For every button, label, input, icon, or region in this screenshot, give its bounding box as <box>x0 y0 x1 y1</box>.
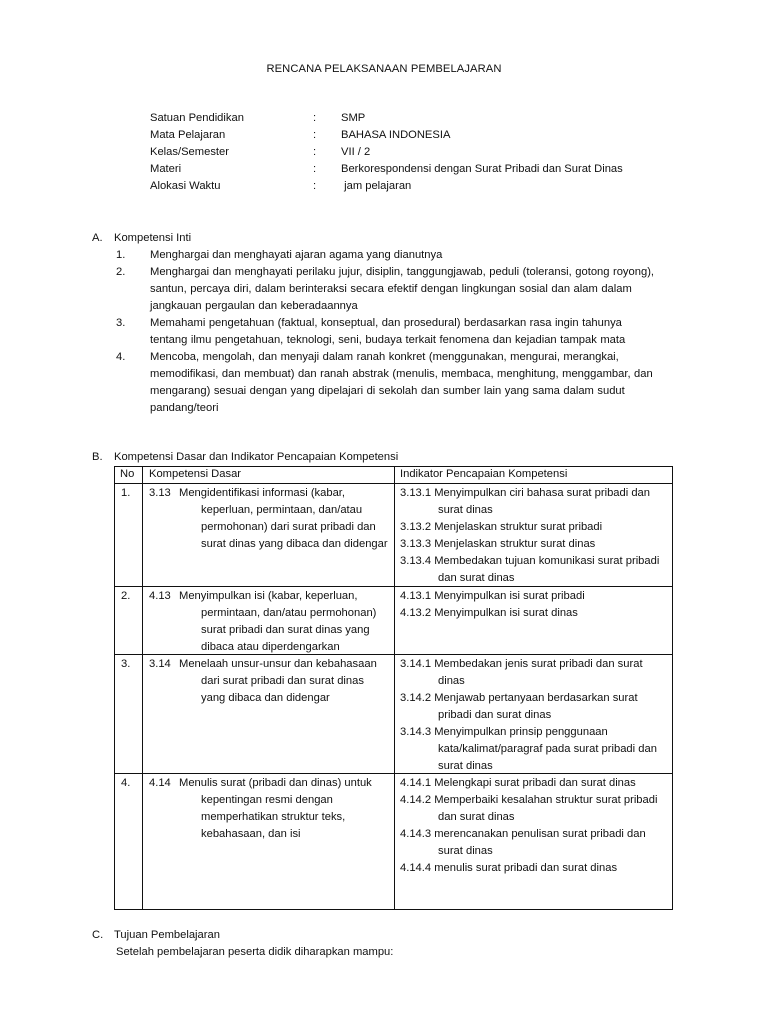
kd-cell <box>149 775 389 843</box>
list-text: Menghargai dan menghayati ajaran agama yang dianutnya <box>150 249 443 261</box>
info-colon: : <box>313 180 317 192</box>
indikator-item <box>400 775 670 792</box>
info-colon: : <box>313 129 317 141</box>
indikator-item <box>400 536 670 553</box>
indikator-code: 4.13.1 <box>400 590 432 602</box>
list-item <box>116 315 656 349</box>
indikator-item <box>400 553 670 587</box>
kd-cell <box>149 588 389 656</box>
section-letter: C. <box>92 929 104 941</box>
list-number: 4. <box>116 351 126 363</box>
indikator-code: 3.14.1 <box>400 658 432 670</box>
table-row-no: 1. <box>121 487 131 499</box>
indikator-code: 3.13.4 <box>400 555 432 567</box>
indikator-text: Memperbaiki kesalahan struktur surat pribadi dan surat dinas <box>434 794 658 823</box>
indikator-text: Menjawab pertanyaan berdasarkan surat pribadi dan surat dinas <box>434 692 638 721</box>
info-label: Kelas/Semester <box>150 146 229 158</box>
table-header-no: No <box>120 468 135 480</box>
list-number: 3. <box>116 317 126 329</box>
indikator-text: Menyimpulkan prinsip penggunaan kata/kalimat/paragraf pada surat pribadi dan surat dinas <box>434 726 657 772</box>
indikator-item <box>400 588 670 605</box>
info-colon: : <box>313 146 317 158</box>
table-row-no: 4. <box>121 777 131 789</box>
indikator-code: 4.13.2 <box>400 607 432 619</box>
indikator-cell <box>400 656 670 775</box>
kd-indikator-table <box>114 466 673 910</box>
kd-code: 3.14 <box>149 658 171 670</box>
info-row-mapel <box>150 127 623 144</box>
kd-text: Menulis surat (pribadi dan dinas) untuk kepentingan resmi dengan memperhatikan struktur teks, kebahasaan, dan isi <box>179 777 372 840</box>
indikator-text: Menyimpulkan isi surat dinas <box>434 607 578 619</box>
info-value: BAHASA INDONESIA <box>341 129 451 141</box>
info-label: Alokasi Waktu <box>150 180 221 192</box>
info-value: VII / 2 <box>341 146 371 158</box>
list-item <box>116 264 656 315</box>
info-row-materi <box>150 161 623 178</box>
kd-text: Menelaah unsur-unsur dan kebahasaan dari surat pribadi dan surat dinas yang dibaca dan didengar <box>179 658 377 704</box>
indikator-item <box>400 860 670 877</box>
indikator-text: merencanakan penulisan surat pribadi dan surat dinas <box>434 828 646 857</box>
section-title: Kompetensi Inti <box>114 232 192 244</box>
table-border <box>394 466 395 910</box>
info-label: Materi <box>150 163 182 175</box>
info-colon: : <box>313 112 317 124</box>
kd-code: 4.14 <box>149 777 171 789</box>
kd-text: Mengidentifikasi informasi (kabar, keperluan, permintaan, dan/atau permohonan) dari surat pribadi dan surat dinas yang dibaca dan didengar <box>179 487 388 550</box>
kd-cell <box>149 656 389 707</box>
kd-code: 4.13 <box>149 590 171 602</box>
section-c-heading <box>92 927 220 944</box>
indikator-item <box>400 656 670 690</box>
indikator-code: 4.14.3 <box>400 828 432 840</box>
section-letter: B. <box>92 451 103 463</box>
indikator-code: 3.13.1 <box>400 487 432 499</box>
kompetensi-inti-list <box>116 247 656 417</box>
indikator-text: Membedakan jenis surat pribadi dan surat dinas <box>434 658 643 687</box>
info-label: Satuan Pendidikan <box>150 112 244 124</box>
indikator-text: Menjelaskan struktur surat pribadi <box>434 521 603 533</box>
indikator-item <box>400 690 670 724</box>
indikator-code: 4.14.1 <box>400 777 432 789</box>
kd-code: 3.13 <box>149 487 171 499</box>
indikator-item <box>400 485 670 519</box>
identity-block <box>150 110 623 195</box>
indikator-code: 4.14.4 <box>400 862 432 874</box>
indikator-cell <box>400 485 670 587</box>
indikator-item <box>400 519 670 536</box>
list-text: Memahami pengetahuan (faktual, konseptual, dan prosedural) berdasarkan rasa ingin tahunya tentang ilmu pengetahuan, teknologi, seni, budaya terkait fenomena dan kejadian tampak mata <box>150 317 626 346</box>
info-label: Mata Pelajaran <box>150 129 226 141</box>
indikator-item <box>400 724 670 775</box>
table-border <box>142 466 143 910</box>
list-item <box>116 247 656 264</box>
indikator-text: Membedakan tujuan komunikasi surat pribadi dan surat dinas <box>434 555 660 584</box>
indikator-text: menulis surat pribadi dan surat dinas <box>434 862 618 874</box>
indikator-code: 3.13.2 <box>400 521 432 533</box>
table-border <box>672 466 673 910</box>
info-colon: : <box>313 163 317 175</box>
section-title: Kompetensi Dasar dan Indikator Pencapaian Kompetensi <box>114 451 399 463</box>
section-title: Tujuan Pembelajaran <box>114 929 220 941</box>
info-value: jam pelajaran <box>341 180 412 192</box>
indikator-cell <box>400 588 670 622</box>
info-row-alokasi <box>150 178 623 195</box>
table-row-no: 3. <box>121 658 131 670</box>
info-row-satuan <box>150 110 623 127</box>
list-text: Menghargai dan menghayati perilaku jujur, disiplin, tanggungjawab, peduli (toleransi, gotong royong), santun, percaya diri, dalam berinteraksi secara efektif dengan lingkungan sosial dan alam dalam jangkauan pergaulan dan keberadaannya <box>150 266 655 312</box>
indikator-text: Menyimpulkan ciri bahasa surat pribadi dan surat dinas <box>434 487 651 516</box>
indikator-text: Menjelaskan struktur surat dinas <box>434 538 596 550</box>
kd-text: Menyimpulkan isi (kabar, keperluan, permintaan, dan/atau permohonan) surat pribadi dan surat dinas yang dibaca atau diperdengarkan <box>179 590 377 653</box>
table-row-no: 2. <box>121 590 131 602</box>
list-text: Mencoba, mengolah, dan menyaji dalam ranah konkret (menggunakan, mengurai, merangkai, memodifikasi, dan membuat) dan ranah abstrak (menulis, membaca, menghitung, menggambar, dan mengarang) sesuai dengan yang dipelajari di sekolah dan sumber lain yang sama dalam sudut pandang/teori <box>150 351 653 414</box>
section-letter: A. <box>92 232 103 244</box>
indikator-item <box>400 605 670 622</box>
indikator-code: 3.13.3 <box>400 538 432 550</box>
indikator-text: Melengkapi surat pribadi dan surat dinas <box>434 777 636 789</box>
list-item <box>116 349 656 417</box>
list-number: 2. <box>116 266 126 278</box>
indikator-code: 3.14.2 <box>400 692 432 704</box>
indikator-code: 4.14.2 <box>400 794 432 806</box>
section-a-heading <box>92 230 191 247</box>
indikator-item <box>400 792 670 826</box>
info-value: Berkorespondensi dengan Surat Pribadi dan Surat Dinas <box>341 163 623 175</box>
indikator-item <box>400 826 670 860</box>
indikator-cell <box>400 775 670 877</box>
table-header-indikator: Indikator Pencapaian Kompetensi <box>400 468 568 480</box>
info-value: SMP <box>341 112 366 124</box>
kd-cell <box>149 485 389 553</box>
indikator-code: 3.14.3 <box>400 726 432 738</box>
tujuan-intro: Setelah pembelajaran peserta didik diharapkan mampu: <box>116 946 394 958</box>
section-b-heading <box>92 449 398 466</box>
document-title: RENCANA PELAKSANAAN PEMBELAJARAN <box>266 63 502 75</box>
list-number: 1. <box>116 249 126 261</box>
table-header-kd: Kompetensi Dasar <box>149 468 242 480</box>
indikator-text: Menyimpulkan isi surat pribadi <box>434 590 585 602</box>
table-border <box>114 466 115 910</box>
info-row-kelas <box>150 144 623 161</box>
